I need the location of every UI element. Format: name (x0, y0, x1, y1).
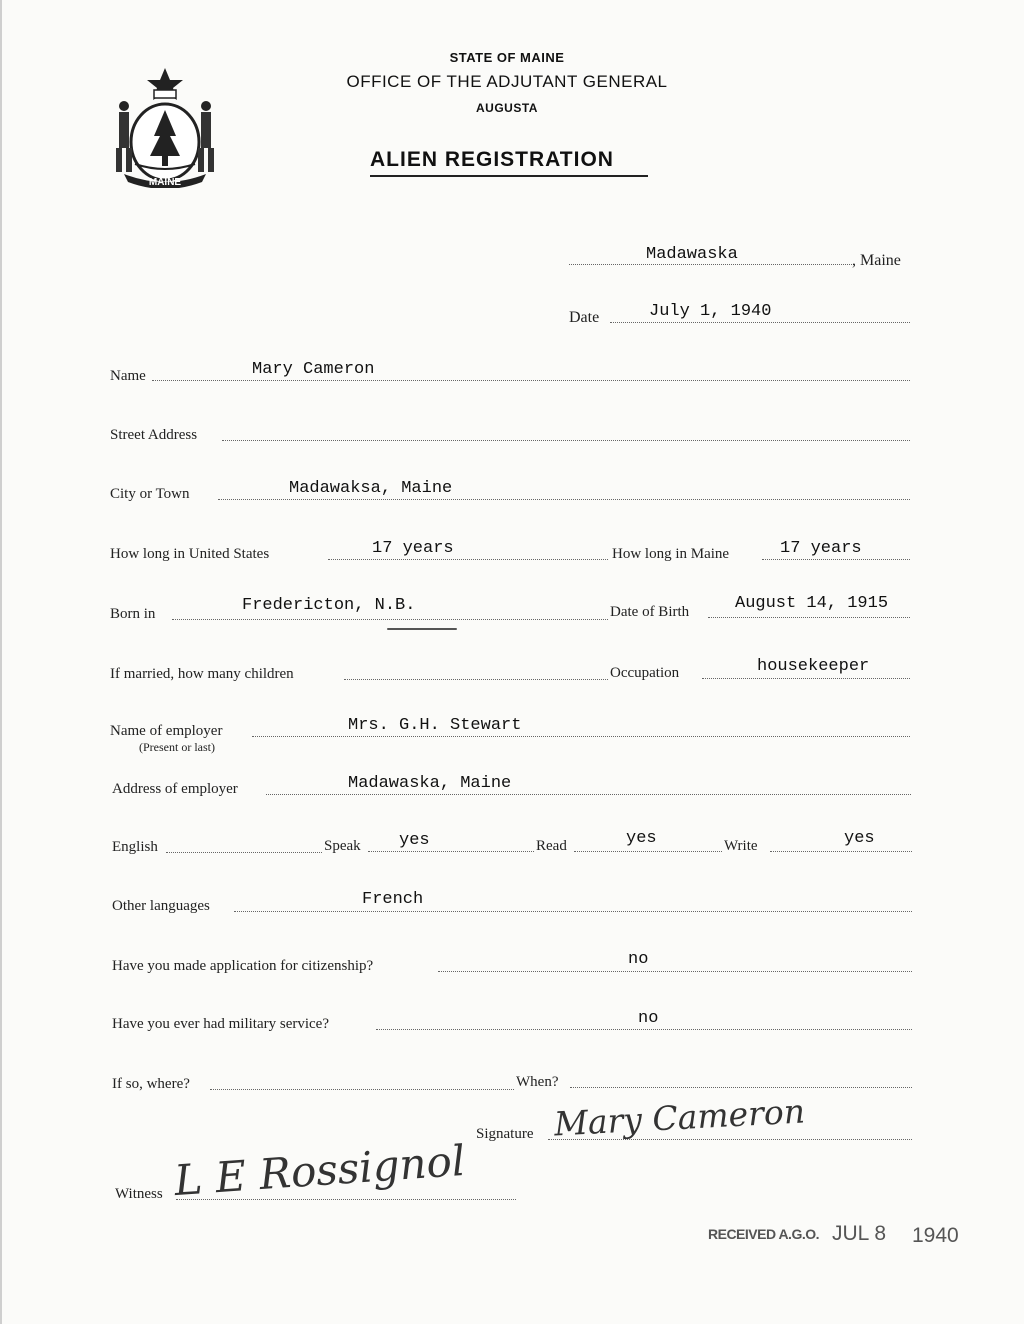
header-state: STATE OF MAINE (449, 50, 565, 65)
read-line (574, 851, 722, 852)
born-in-label: Born in (110, 606, 156, 622)
how-long-maine-value: 17 years (780, 539, 862, 558)
how-long-maine-line (762, 559, 910, 560)
write-value: yes (844, 829, 875, 848)
speak-line (368, 851, 534, 852)
dob-label: Date of Birth (610, 604, 690, 620)
read-label: Read (536, 838, 567, 854)
read-value: yes (626, 829, 657, 848)
signature-handwritten: Mary Cameron (553, 1091, 806, 1144)
write-line (770, 851, 912, 852)
witness-label: Witness (115, 1186, 163, 1202)
english-line (166, 852, 322, 853)
citizenship-value: no (628, 950, 649, 969)
city-value: Madawaksa, Maine (289, 479, 453, 498)
born-in-pen-underline (387, 628, 457, 630)
children-line (344, 679, 608, 680)
other-languages-value: French (362, 890, 424, 909)
name-value: Mary Cameron (252, 360, 375, 379)
dob-value: August 14, 1915 (735, 594, 889, 613)
military-label: Have you ever had military service? (112, 1016, 329, 1032)
citizenship-label: Have you made application for citizenship? (112, 958, 374, 974)
children-label: If married, how many children (110, 666, 294, 682)
seal-banner-text: MAINE (148, 177, 182, 188)
other-languages-line (234, 911, 912, 912)
location-town: Madawaska (646, 245, 738, 264)
occupation-label: Occupation (610, 665, 680, 681)
other-languages-label: Other languages (112, 898, 210, 914)
header-city: AUGUSTA (476, 101, 538, 115)
dob-line (708, 617, 910, 618)
speak-value: yes (399, 831, 430, 850)
how-long-maine-label: How long in Maine (612, 546, 730, 562)
how-long-us-line (328, 559, 608, 560)
employer-sublabel: (Present or last) (139, 740, 215, 754)
location-line (569, 264, 852, 265)
employer-address-label: Address of employer (112, 781, 238, 797)
date-line (610, 322, 910, 323)
when-line (570, 1087, 912, 1088)
name-line (152, 380, 910, 381)
form-title: ALIEN REGISTRATION (370, 148, 614, 171)
witness-handwritten: L E Rossignol (172, 1135, 467, 1206)
received-stamp-date: JUL 8 (832, 1222, 887, 1245)
received-stamp-year: 1940 (912, 1224, 959, 1247)
citizenship-line (438, 971, 912, 972)
city-label: City or Town (110, 486, 190, 502)
name-label: Name (110, 368, 146, 384)
employer-address-value: Madawaska, Maine (348, 774, 512, 793)
signature-label: Signature (476, 1126, 534, 1142)
city-line (218, 499, 910, 500)
occupation-line (702, 678, 910, 679)
employer-label: Name of employer (110, 723, 223, 739)
received-stamp-text: RECEIVED A.G.O. (708, 1226, 820, 1242)
how-long-us-value: 17 years (372, 539, 454, 558)
speak-label: Speak (324, 838, 361, 854)
how-long-us-label: How long in United States (110, 546, 270, 562)
occupation-value: housekeeper (757, 657, 870, 676)
when-label: When? (516, 1074, 559, 1090)
street-line (222, 440, 910, 441)
write-label: Write (724, 838, 758, 854)
born-in-value: Fredericton, N.B. (242, 596, 416, 615)
where-line (210, 1089, 514, 1090)
street-label: Street Address (110, 427, 198, 443)
title-underline (370, 175, 648, 177)
employer-line (252, 736, 910, 737)
employer-value: Mrs. G.H. Stewart (348, 716, 522, 735)
location-state-label: , Maine (852, 252, 901, 269)
where-label: If so, where? (112, 1076, 190, 1092)
date-label: Date (569, 309, 600, 326)
born-in-line (172, 619, 608, 620)
header-office: OFFICE OF THE ADJUTANT GENERAL (346, 72, 668, 91)
military-value: no (638, 1009, 659, 1028)
english-label: English (112, 839, 158, 855)
date-value: July 1, 1940 (649, 302, 772, 321)
employer-address-line (266, 794, 911, 795)
military-line (376, 1029, 912, 1030)
